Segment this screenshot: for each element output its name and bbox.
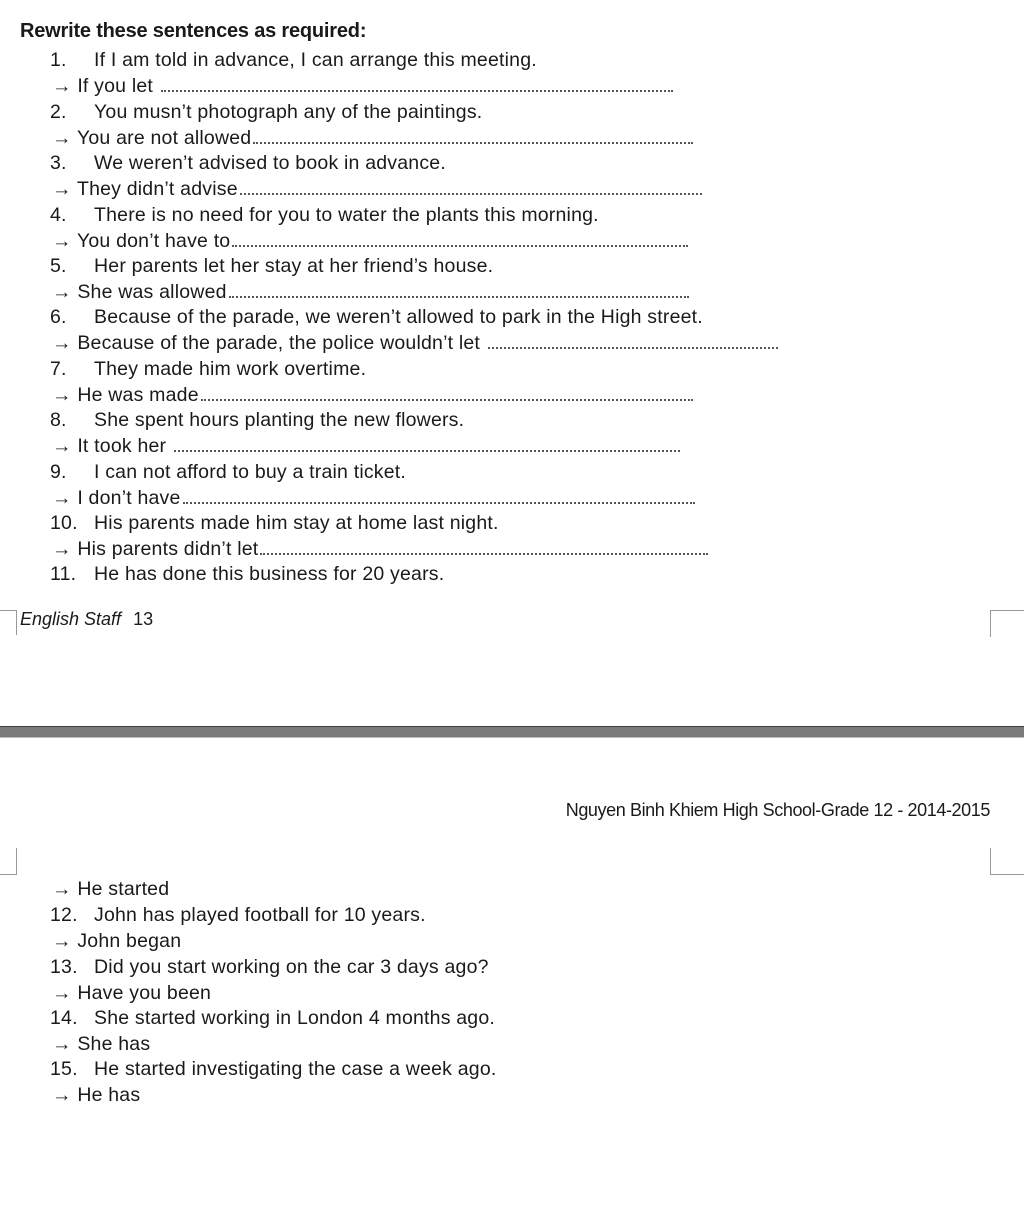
question-11	[50, 562, 444, 586]
staff-label: English Staff	[20, 609, 122, 629]
question-text: Her parents let her stay at her friend’s house.	[94, 255, 494, 277]
answer-prompt: → You are not allowed	[52, 127, 252, 149]
answer-12	[52, 929, 181, 953]
question-text: Because of the parade, we weren’t allowed to park in the High street.	[94, 306, 703, 328]
crop-mark	[0, 848, 17, 875]
answer-prompt: → If you let	[52, 75, 159, 97]
question-number: 14.	[50, 1007, 78, 1029]
answer-10	[52, 537, 708, 561]
question-9	[50, 460, 406, 484]
answer-blank	[161, 74, 673, 92]
question-text: His parents made him stay at home last night.	[94, 512, 499, 534]
question-12	[50, 903, 426, 927]
answer-8	[52, 434, 680, 458]
answer-prompt: → It took her	[52, 435, 172, 457]
question-text: You musn’t photograph any of the paintings.	[94, 101, 483, 123]
crop-mark	[990, 610, 1024, 637]
question-number: 1.	[50, 49, 67, 71]
answer-blank	[201, 383, 693, 401]
answer-3	[52, 177, 702, 201]
page-number: 13	[133, 609, 154, 629]
question-number: 11.	[50, 563, 77, 585]
answer-14	[52, 1032, 150, 1056]
question-13	[50, 955, 489, 979]
question-text: He started investigating the case a week ago.	[94, 1058, 497, 1080]
question-number: 3.	[50, 152, 67, 174]
question-text: John has played football for 10 years.	[94, 904, 426, 926]
answer-blank	[240, 177, 702, 195]
answer-prompt: → They didn’t advise	[52, 178, 238, 200]
question-number: 10.	[50, 512, 78, 534]
question-10	[50, 511, 499, 535]
question-number: 4.	[50, 204, 67, 226]
page-footer	[20, 609, 153, 630]
question-text: They made him work overtime.	[94, 358, 367, 380]
question-15	[50, 1057, 497, 1081]
answer-prompt: → He was made	[52, 384, 199, 406]
answer-blank	[183, 486, 695, 504]
question-7	[50, 357, 366, 381]
question-number: 15.	[50, 1058, 78, 1080]
question-text: There is no need for you to water the plants this morning.	[94, 204, 599, 226]
question-number: 8.	[50, 409, 67, 431]
answer-2	[52, 126, 693, 150]
answer-blank	[253, 126, 693, 144]
worksheet-heading: Rewrite these sentences as required:	[20, 20, 367, 42]
answer-prompt: → John began	[52, 930, 182, 952]
question-text: He has done this business for 20 years.	[94, 563, 445, 585]
question-1	[50, 48, 537, 72]
answer-prompt: → You don’t have to	[52, 230, 231, 252]
question-2	[50, 100, 482, 124]
question-8	[50, 408, 464, 432]
answer-prompt: → His parents didn’t let	[52, 538, 259, 560]
answer-7	[52, 383, 693, 407]
question-6	[50, 305, 703, 329]
answer-blank	[232, 229, 688, 247]
answer-prompt: → She was allowed	[52, 281, 227, 303]
question-text: We weren’t advised to book in advance.	[94, 152, 446, 174]
answer-prompt: → He has	[52, 1084, 141, 1106]
question-number: 13.	[50, 956, 78, 978]
crop-mark	[0, 610, 17, 635]
question-14	[50, 1006, 495, 1030]
answer-6	[52, 331, 778, 355]
question-4	[50, 203, 599, 227]
question-text: She started working in London 4 months ago.	[94, 1007, 496, 1029]
answer-5	[52, 280, 689, 304]
question-text: I can not afford to buy a train ticket.	[94, 461, 407, 483]
answer-9	[52, 486, 695, 510]
question-number: 9.	[50, 461, 67, 483]
answer-prompt: → Because of the parade, the police wouldn’t let	[52, 332, 486, 354]
answer-prompt: → Have you been	[52, 982, 212, 1004]
answer-11	[52, 877, 169, 901]
answer-prompt: → He started	[52, 878, 170, 900]
question-number: 6.	[50, 306, 67, 328]
question-number: 2.	[50, 101, 67, 123]
answer-4	[52, 229, 688, 253]
answer-blank	[174, 434, 680, 452]
answer-13	[52, 981, 211, 1005]
question-5	[50, 254, 493, 278]
question-text: She spent hours planting the new flowers.	[94, 409, 465, 431]
answer-blank	[488, 331, 778, 349]
question-number: 5.	[50, 255, 67, 277]
question-text: Did you start working on the car 3 days ago?	[94, 956, 489, 978]
page-divider	[0, 726, 1024, 738]
question-number: 7.	[50, 358, 67, 380]
answer-1	[52, 74, 673, 98]
answer-prompt: → I don’t have	[52, 487, 181, 509]
question-text: If I am told in advance, I can arrange this meeting.	[94, 49, 537, 71]
crop-mark	[990, 848, 1024, 875]
answer-15	[52, 1083, 140, 1107]
question-3	[50, 151, 446, 175]
page-header: Nguyen Binh Khiem High School-Grade 12 - 2014-2015	[565, 800, 990, 820]
answer-blank	[229, 280, 689, 298]
answer-prompt: → She has	[52, 1033, 151, 1055]
answer-blank	[260, 537, 708, 555]
question-number: 12.	[50, 904, 78, 926]
